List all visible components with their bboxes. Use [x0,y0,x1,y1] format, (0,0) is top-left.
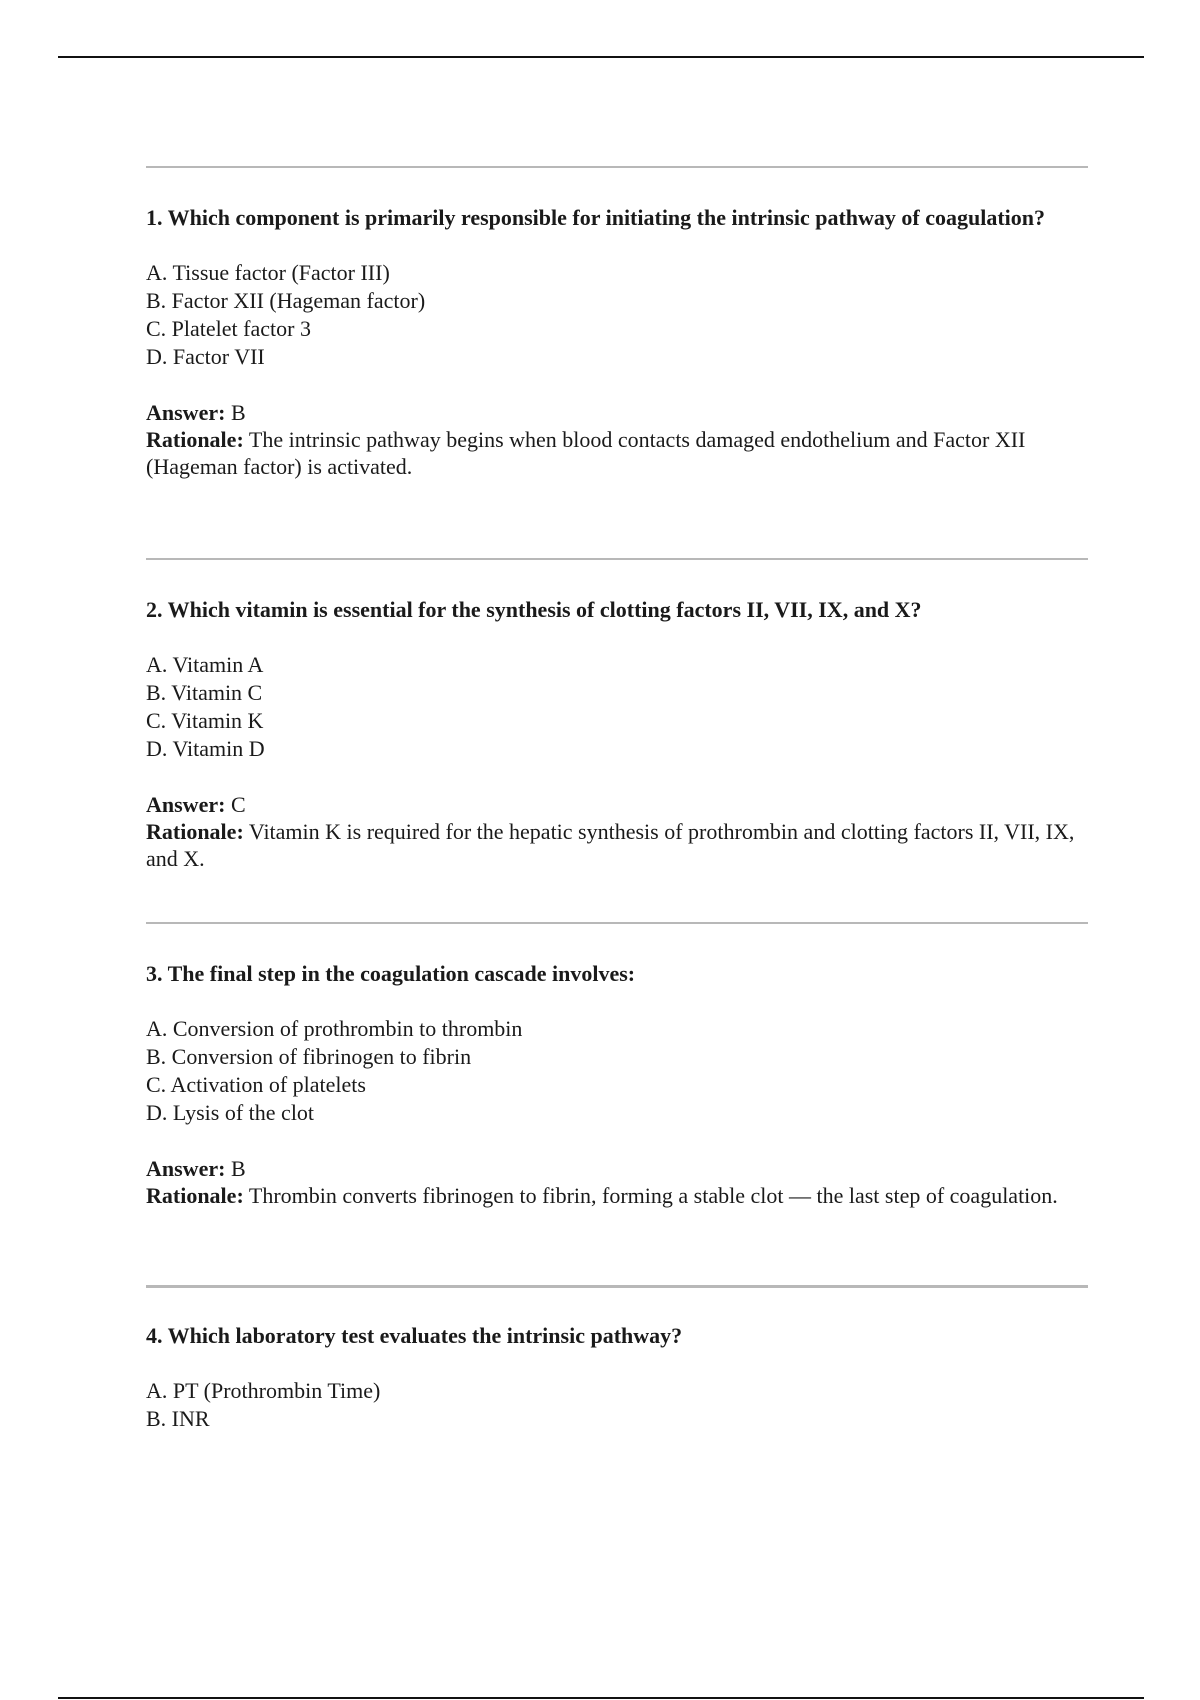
question-block-4 [146,1322,1088,1433]
answer-options [146,651,1088,763]
option-item: C. Activation of platelets [146,1072,366,1097]
option-item: D. Lysis of the clot [146,1100,315,1125]
answer-options [146,1377,1088,1433]
option-item: B. Vitamin C [146,680,263,705]
question-block-1 [146,204,1088,480]
rationale-text: Rationale: Thrombin converts fibrinogen to fibrin, forming a stable clot — the last step of coagulation. [146,1183,1058,1208]
page-top-rule [58,56,1144,58]
answer-options [146,259,1088,371]
answer-line: Answer: B [146,400,246,425]
question-block-2 [146,596,1088,872]
rationale-text: Rationale: Vitamin K is required for the hepatic synthesis of prothrombin and clotting factors II, VII, IX, and X. [146,819,1075,871]
option-item: A. PT (Prothrombin Time) [146,1378,381,1403]
question-text: 1. Which component is primarily responsible for initiating the intrinsic pathway of coagulation? [146,205,1046,230]
question-text: 3. The final step in the coagulation cascade involves: [146,961,636,986]
section-divider [146,558,1088,560]
option-item: B. Conversion of fibrinogen to fibrin [146,1044,472,1069]
section-divider [146,1285,1088,1288]
section-divider [146,166,1088,168]
answer-options [146,1015,1088,1127]
option-item: A. Vitamin A [146,652,264,677]
option-item: D. Factor VII [146,344,265,369]
option-item: C. Vitamin K [146,708,264,733]
option-item: B. Factor XII (Hageman factor) [146,288,426,313]
option-item: D. Vitamin D [146,736,265,761]
option-item: C. Platelet factor 3 [146,316,311,341]
rationale-text: Rationale: The intrinsic pathway begins when blood contacts damaged endothelium and Factor XII (Hageman factor) is activated. [146,427,1026,479]
page-bottom-rule [58,1697,1144,1699]
answer-line: Answer: C [146,792,246,817]
question-block-3 [146,960,1088,1209]
answer-line: Answer: B [146,1156,246,1181]
question-text: 4. Which laboratory test evaluates the intrinsic pathway? [146,1323,683,1348]
option-item: A. Tissue factor (Factor III) [146,260,390,285]
section-divider [146,922,1088,924]
question-text: 2. Which vitamin is essential for the synthesis of clotting factors II, VII, IX, and X? [146,597,922,622]
option-item: A. Conversion of prothrombin to thrombin [146,1016,523,1041]
option-item: B. INR [146,1406,210,1431]
